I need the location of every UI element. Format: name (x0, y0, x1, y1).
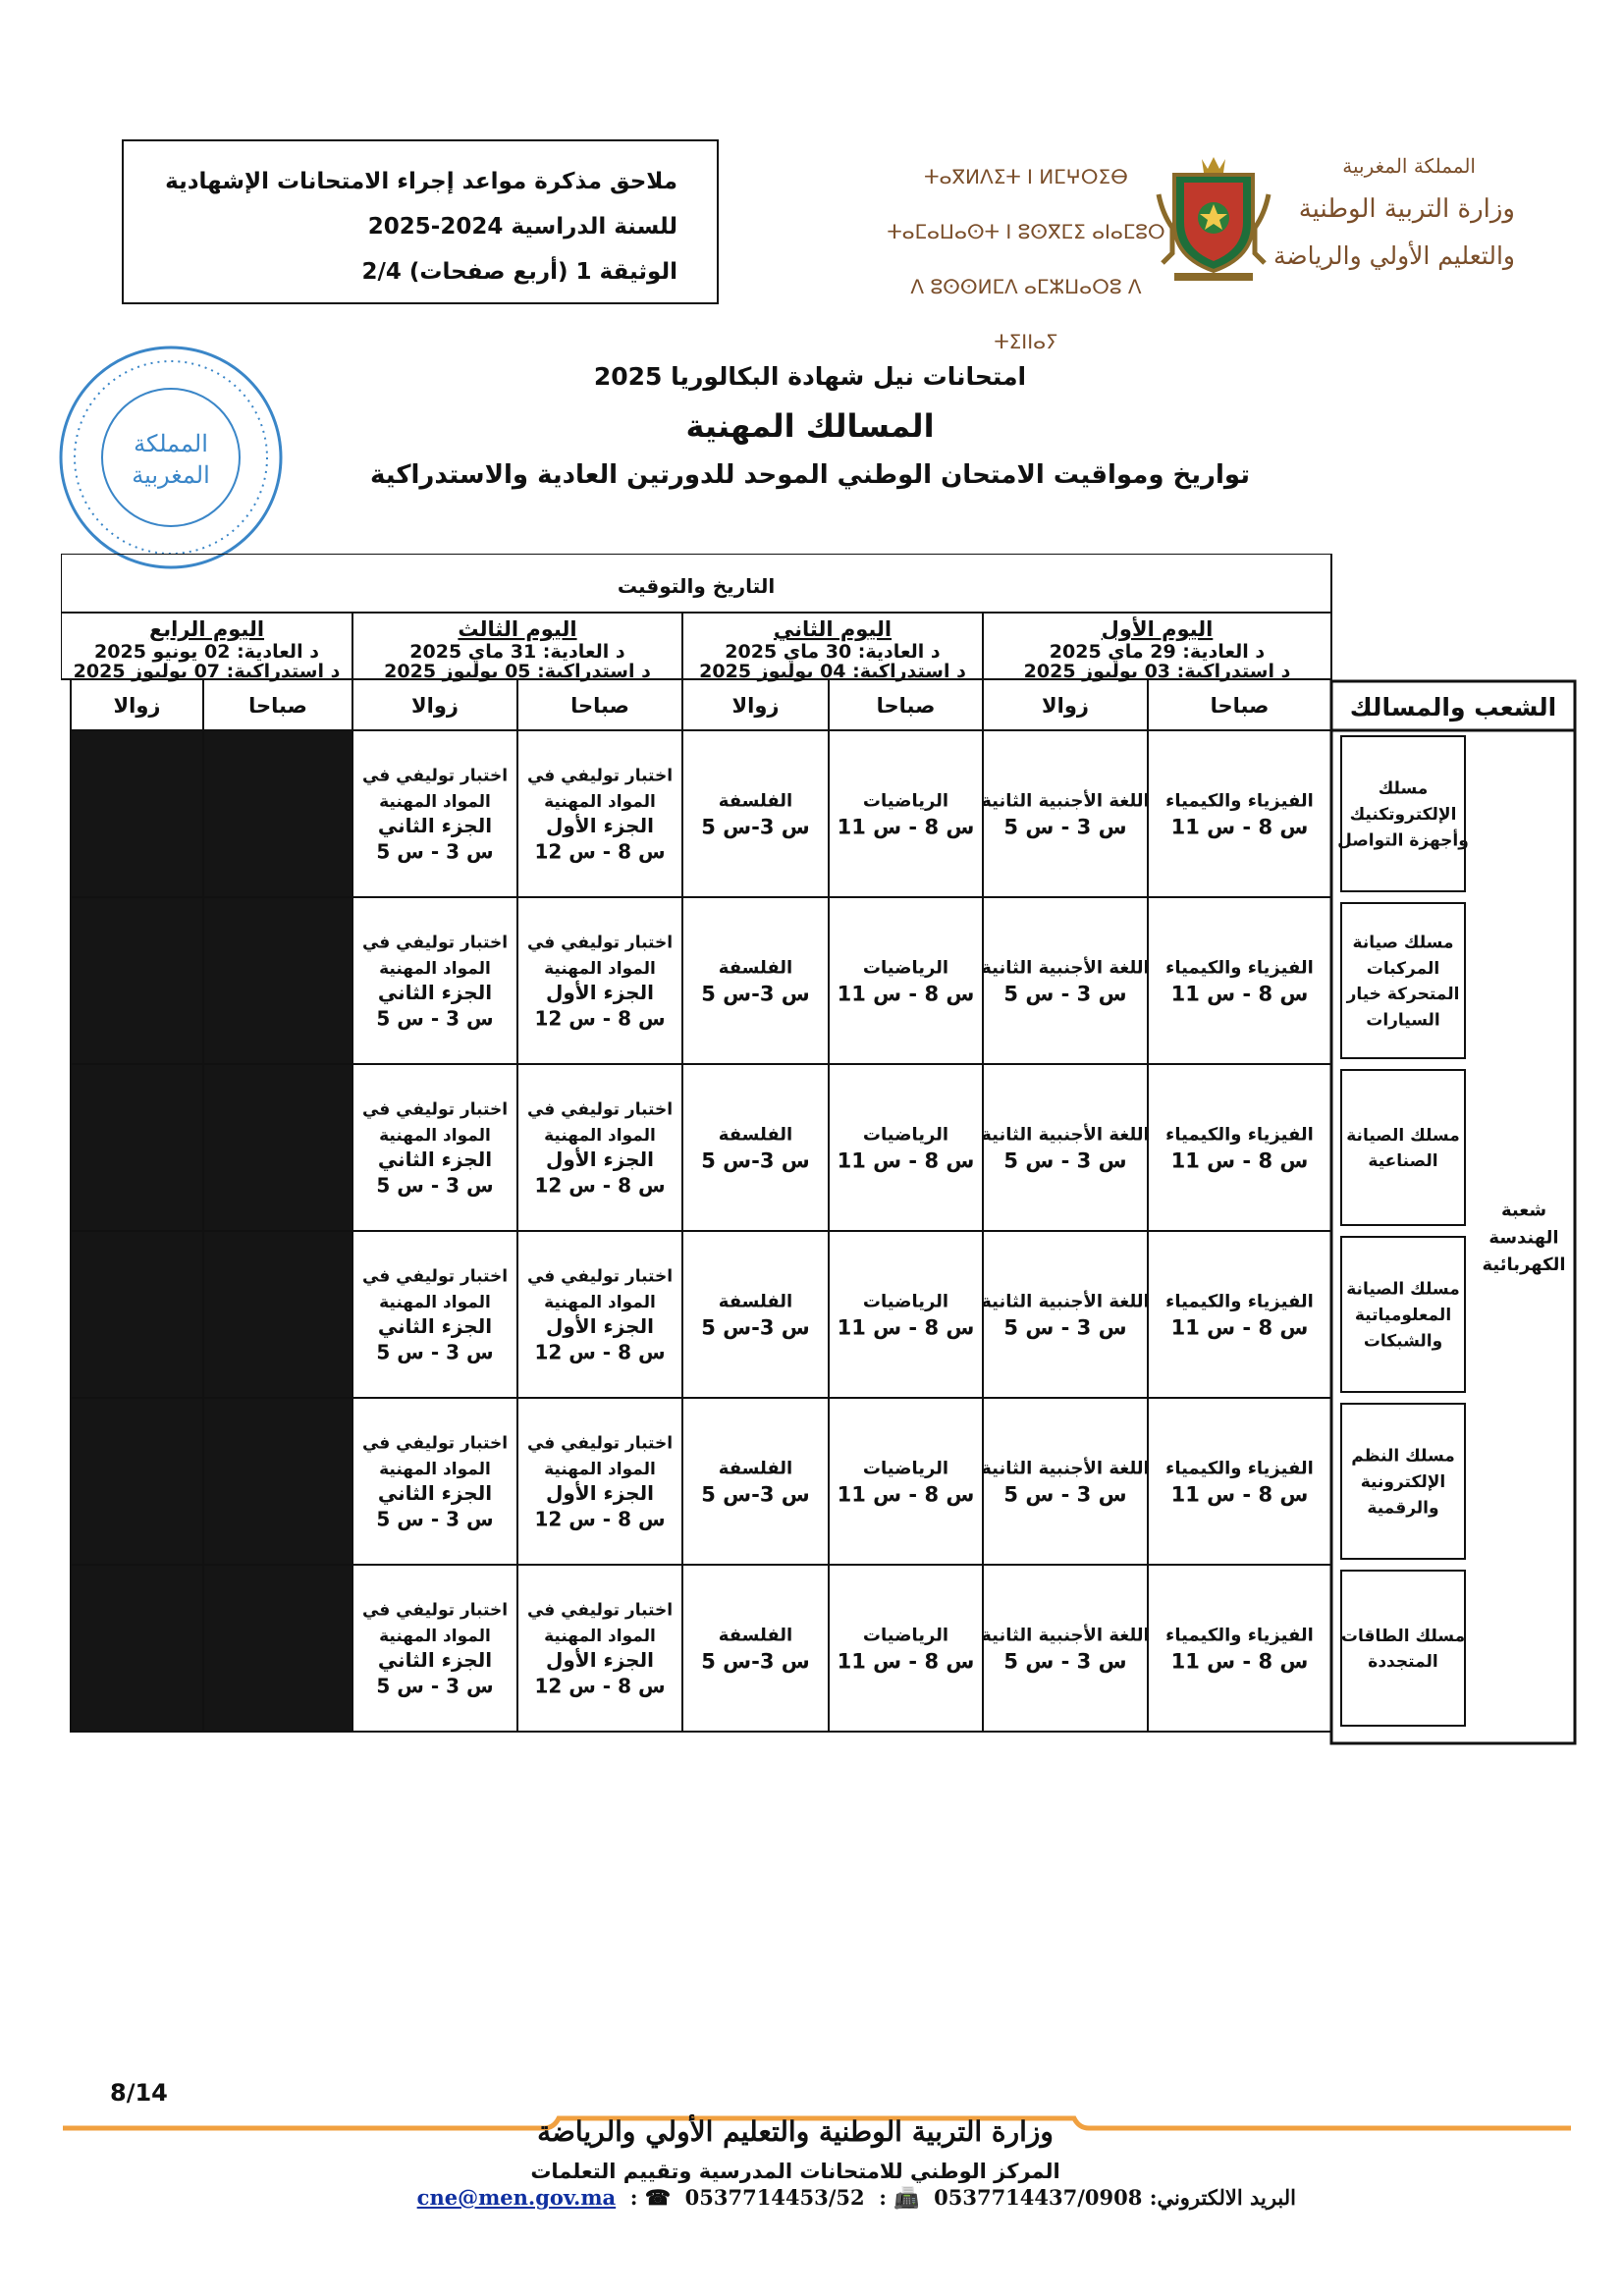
d2m-cell-3 (829, 1064, 983, 1231)
page-number: 8/14 (110, 2079, 168, 2107)
d2m-cell-5 (829, 1398, 983, 1565)
day3-afternoon-4-line-4: س 3 - س 5 (376, 1340, 494, 1364)
d1a-1-line-1: اللغة الأجنبية الثانية (981, 790, 1150, 812)
d2a-cell-5 (682, 1398, 829, 1565)
ministry-label-2: والتعليم الأولي والرياضة (1273, 241, 1515, 270)
track-6-line-1: مسلك الطاقات (1340, 1626, 1466, 1646)
day3-afternoon-5-line-3: الجزء الثاني (377, 1481, 493, 1506)
d2a-cell-6 (682, 1565, 829, 1732)
d1a-cell-3 (983, 1064, 1148, 1231)
session-label-3: زوالا (411, 694, 459, 718)
day-regular-3: د العادية: 31 ماي 2025 (409, 641, 625, 663)
track-2-line-2: المركبات (1366, 958, 1440, 979)
day3-afternoon-5-line-4: س 3 - س 5 (376, 1507, 494, 1531)
footer-contact: البريد الالكتروني: cne@men.gov.ma : ☎ 0537714453/52 : 📠 0537714437/0908 (416, 2185, 1296, 2210)
track-1-line-1: مسلك (1378, 778, 1429, 799)
d2m-2-line-2: س 8 - س 11 (837, 982, 975, 1006)
day3-morning-3-line-4: س 8 - س 12 (534, 1173, 666, 1198)
day3-morning-3-line-1: اختبار توليفي في (526, 1099, 674, 1120)
d2a-5-line-2: س 3-س 5 (701, 1482, 810, 1507)
day4-afternoon-cell-4 (71, 1231, 203, 1398)
d1m-cell-1 (1148, 730, 1331, 897)
track-1-line-3: وأجهزة التواصل (1337, 830, 1469, 851)
tifinagh-block (884, 149, 1168, 369)
day3-afternoon-4-line-1: اختبار توليفي في (361, 1266, 509, 1287)
day3-afternoon-1-line-3: الجزء الثاني (377, 814, 493, 838)
official-stamp (55, 342, 287, 573)
d1a-6-line-2: س 3 - س 5 (1003, 1649, 1127, 1674)
annex-title: ملاحق مذكرة مواعد إجراء الامتحانات الإشهادية (165, 169, 677, 194)
d2a-1-line-2: س 3-س 5 (701, 815, 810, 839)
d1a-4-line-1: اللغة الأجنبية الثانية (981, 1291, 1150, 1312)
phone-number: 0537714453/52 (684, 2185, 865, 2210)
track-4-line-1: مسلك الصيانة (1346, 1279, 1460, 1300)
track-5-line-1: مسلك النظم (1351, 1446, 1455, 1467)
day3-afternoon-2-line-1: اختبار توليفي في (361, 933, 509, 953)
day3-afternoon-6-line-4: س 3 - س 5 (376, 1674, 494, 1698)
day3-morning-4-line-2: المواد المهنية (544, 1292, 656, 1312)
session-label-8: صباحا (1210, 694, 1270, 718)
day3-morning-6-line-2: المواد المهنية (544, 1626, 656, 1646)
day3-morning-5-line-3: الجزء الأول (546, 1481, 654, 1506)
day3-morning-4-line-3: الجزء الأول (546, 1314, 654, 1339)
d1m-4-line-2: س 8 - س 11 (1170, 1315, 1309, 1340)
session-label-5: زوالا (731, 694, 780, 718)
d2m-cell-1 (829, 730, 983, 897)
d1m-cell-6 (1148, 1565, 1331, 1732)
day3-morning-1-line-1: اختبار توليفي في (526, 766, 674, 786)
day3-afternoon-1-line-1: اختبار توليفي في (361, 766, 509, 786)
d2a-3-line-2: س 3-س 5 (701, 1148, 810, 1173)
d1m-5-line-2: س 8 - س 11 (1170, 1482, 1309, 1507)
d1m-cell-5 (1148, 1398, 1331, 1565)
d1a-2-line-1: اللغة الأجنبية الثانية (981, 957, 1150, 979)
exam-title: امتحانات نيل شهادة البكالوريا 2025 (593, 362, 1027, 391)
day-makeup-4: د استدراكية: 07 يوليوز 2025 (73, 661, 341, 682)
day4-morning-cell-6 (203, 1565, 352, 1732)
d1a-cell-4 (983, 1231, 1148, 1398)
d1m-cell-4 (1148, 1231, 1331, 1398)
track-cell-2 (1341, 903, 1465, 1058)
d1m-5-line-1: الفيزياء والكيمياء (1165, 1458, 1314, 1479)
day3-morning-3-line-2: المواد المهنية (544, 1125, 656, 1146)
track-6-line-2: المتجددة (1368, 1652, 1438, 1673)
d1m-3-line-1: الفيزياء والكيمياء (1165, 1124, 1314, 1146)
fax-icon: 📠 (893, 2185, 920, 2210)
track-3-line-1: مسلك الصيانة (1346, 1125, 1460, 1146)
day4-afternoon-cell-1 (71, 730, 203, 897)
branches-header-label: الشعب والمسالك (1349, 693, 1557, 721)
track-2-line-1: مسلك صيانة (1352, 933, 1454, 953)
email-label: البريد الالكتروني: (1149, 2185, 1296, 2210)
day3-afternoon-2-line-2: المواد المهنية (379, 958, 491, 979)
d1m-cell-3 (1148, 1064, 1331, 1231)
d2m-3-line-1: الرياضيات (862, 1124, 949, 1146)
d2a-6-line-2: س 3-س 5 (701, 1649, 810, 1674)
session-label-7: زوالا (1042, 694, 1089, 718)
day3-morning-5-line-4: س 8 - س 12 (534, 1507, 666, 1531)
day-regular-2: د العادية: 30 ماي 2025 (725, 641, 941, 663)
day4-morning-cell-3 (203, 1064, 352, 1231)
schedule-subtitle: تواريخ ومواقيت الامتحان الوطني الموحد للدورتين العادية والاستدراكية (370, 460, 1250, 490)
day3-afternoon-4-line-2: المواد المهنية (379, 1292, 491, 1312)
d2m-cell-2 (829, 897, 983, 1064)
track-cell-6 (1341, 1571, 1465, 1726)
day3-afternoon-3-line-3: الجزء الثاني (377, 1148, 493, 1172)
day-name-2: اليوم الثاني (773, 617, 893, 641)
track-4-line-3: والشبكات (1363, 1331, 1443, 1352)
ministry-header (1220, 147, 1515, 279)
d2a-4-line-2: س 3-س 5 (701, 1315, 810, 1340)
d1m-6-line-2: س 8 - س 11 (1170, 1649, 1309, 1674)
d1a-5-line-2: س 3 - س 5 (1003, 1482, 1127, 1507)
track-cell-3 (1341, 1070, 1465, 1225)
d1m-3-line-2: س 8 - س 11 (1170, 1148, 1309, 1173)
day3-afternoon-5-line-2: المواد المهنية (379, 1459, 491, 1479)
day3-morning-1-line-4: س 8 - س 12 (534, 839, 666, 864)
d2m-4-line-1: الرياضيات (862, 1291, 949, 1312)
d1a-2-line-2: س 3 - س 5 (1003, 982, 1127, 1006)
track-2-line-3: المتحركة خيار (1346, 985, 1460, 1005)
tifinagh-line-1: ⵜⴰⴳⵍⴷⵉⵜ ⵏ ⵍⵎⵖⵔⵉⴱ (924, 165, 1128, 188)
d1a-cell-2 (983, 897, 1148, 1064)
tracks-title: المسالك المهنية (685, 407, 935, 445)
d2m-5-line-1: الرياضيات (862, 1458, 949, 1479)
day3-afternoon-1-line-4: س 3 - س 5 (376, 839, 494, 864)
track-5-line-2: الإلكترونية (1360, 1471, 1446, 1492)
stamp-line-2: المغربية (132, 461, 210, 489)
session-label-2: صباحا (248, 694, 307, 718)
d1m-4-line-1: الفيزياء والكيمياء (1165, 1291, 1314, 1312)
page-titles (295, 353, 1325, 499)
ministry-label: وزارة التربية الوطنية (1298, 194, 1515, 224)
day-regular-1: د العادية: 29 ماي 2025 (1049, 641, 1266, 663)
day4-afternoon-cell-3 (71, 1064, 203, 1231)
fax-number: 0537714437/0908 (934, 2185, 1143, 2210)
tifinagh-line-2: ⵜⴰⵎⴰⵡⴰⵙⵜ ⵏ ⵓⵙⴳⵎⵉ ⴰⵏⴰⵎⵓⵔ (887, 220, 1165, 243)
day3-morning-2-line-1: اختبار توليفي في (526, 933, 674, 953)
session-label-4: صباحا (570, 694, 629, 718)
track-5-line-3: والرقمية (1367, 1498, 1439, 1519)
branch-group-line-2: الهندسة (1488, 1227, 1559, 1249)
session-label-1: زوالا (113, 694, 161, 718)
d2a-cell-3 (682, 1064, 829, 1231)
d2m-3-line-2: س 8 - س 11 (837, 1148, 975, 1173)
day3-afternoon-3-line-1: اختبار توليفي في (361, 1099, 509, 1120)
track-3-line-2: الصناعية (1368, 1151, 1438, 1172)
day4-morning-cell-4 (203, 1231, 352, 1398)
d2a-6-line-1: الفلسفة (718, 1625, 793, 1646)
day3-afternoon-3-line-4: س 3 - س 5 (376, 1173, 494, 1198)
day-makeup-3: د استدراكية: 05 يوليوز 2025 (384, 661, 651, 682)
day4-afternoon-cell-6 (71, 1565, 203, 1732)
d1a-3-line-2: س 3 - س 5 (1003, 1148, 1127, 1173)
day-name-4: اليوم الرابع (148, 617, 265, 641)
d2a-2-line-2: س 3-س 5 (701, 982, 810, 1006)
email-link[interactable]: cne@men.gov.ma (416, 2185, 617, 2210)
day3-afternoon-2-line-3: الجزء الثاني (377, 981, 493, 1005)
day3-morning-6-line-1: اختبار توليفي في (526, 1600, 674, 1621)
day3-morning-2-line-2: المواد المهنية (544, 958, 656, 979)
day-regular-4: د العادية: 02 يونيو 2025 (94, 641, 319, 663)
kingdom-label: المملكة المغربية (1342, 154, 1476, 178)
d1m-2-line-1: الفيزياء والكيمياء (1165, 957, 1314, 979)
day3-morning-6-line-3: الجزء الأول (546, 1648, 654, 1673)
day3-morning-3-line-3: الجزء الأول (546, 1148, 654, 1172)
d1a-1-line-2: س 3 - س 5 (1003, 815, 1127, 839)
day3-morning-5-line-1: اختبار توليفي في (526, 1433, 674, 1454)
annex-document: الوثيقة 1 (أربع صفحات) 2/4 (361, 259, 677, 285)
day-name-3: اليوم الثالث (458, 617, 577, 641)
d2a-cell-1 (682, 730, 829, 897)
annex-year: للسنة الدراسية 2024-2025 (367, 214, 677, 240)
annex-box (122, 139, 719, 304)
d2a-4-line-1: الفلسفة (718, 1291, 793, 1312)
d2a-cell-2 (682, 897, 829, 1064)
d1a-5-line-1: اللغة الأجنبية الثانية (981, 1458, 1150, 1479)
d2m-6-line-2: س 8 - س 11 (837, 1649, 975, 1674)
d1m-2-line-2: س 8 - س 11 (1170, 982, 1309, 1006)
d1m-1-line-2: س 8 - س 11 (1170, 815, 1309, 839)
day-makeup-1: د استدراكية: 03 يوليوز 2025 (1023, 661, 1291, 682)
track-2-line-4: السيارات (1366, 1010, 1440, 1031)
d2m-cell-6 (829, 1565, 983, 1732)
day3-afternoon-6-line-3: الجزء الثاني (377, 1648, 493, 1673)
d2m-1-line-1: الرياضيات (862, 790, 949, 812)
d1m-cell-2 (1148, 897, 1331, 1064)
d2a-3-line-1: الفلسفة (718, 1124, 793, 1146)
schedule-table (61, 554, 1585, 1859)
stamp-line-1: المملكة (134, 430, 208, 457)
d1a-6-line-1: اللغة الأجنبية الثانية (981, 1625, 1150, 1646)
d2m-5-line-2: س 8 - س 11 (837, 1482, 975, 1507)
phone-icon: ☎ (644, 2185, 672, 2210)
day3-afternoon-4-line-3: الجزء الثاني (377, 1314, 493, 1339)
d1a-3-line-1: اللغة الأجنبية الثانية (981, 1124, 1150, 1146)
footer-ministry: وزارة التربية الوطنية والتعليم الأولي والرياضة (537, 2115, 1054, 2148)
d1a-cell-5 (983, 1398, 1148, 1565)
track-4-line-2: المعلومياتية (1354, 1305, 1452, 1325)
d2a-5-line-1: الفلسفة (718, 1458, 793, 1479)
day3-morning-6-line-4: س 8 - س 12 (534, 1674, 666, 1698)
track-1-line-2: الإلكتروتكنيك (1349, 804, 1457, 825)
footer (295, 2110, 1296, 2189)
day3-morning-2-line-3: الجزء الأول (546, 981, 654, 1005)
d1a-cell-1 (983, 730, 1148, 897)
d1a-4-line-2: س 3 - س 5 (1003, 1315, 1127, 1340)
branch-group-line-3: الكهربائية (1482, 1255, 1566, 1276)
day4-afternoon-cell-2 (71, 897, 203, 1064)
d2m-cell-4 (829, 1231, 983, 1398)
day3-morning-1-line-3: الجزء الأول (546, 814, 654, 838)
day3-afternoon-6-line-2: المواد المهنية (379, 1626, 491, 1646)
day4-morning-cell-1 (203, 730, 352, 897)
day3-morning-1-line-2: المواد المهنية (544, 791, 656, 812)
day3-afternoon-2-line-4: س 3 - س 5 (376, 1006, 494, 1031)
day4-afternoon-cell-5 (71, 1398, 203, 1565)
day-name-1: اليوم الأول (1101, 617, 1214, 641)
d2m-1-line-2: س 8 - س 11 (837, 815, 975, 839)
datetime-header-label: التاريخ والتوقيت (617, 574, 776, 598)
d2a-2-line-1: الفلسفة (718, 957, 793, 979)
d2a-1-line-1: الفلسفة (718, 790, 793, 812)
d1m-6-line-1: الفيزياء والكيمياء (1165, 1625, 1314, 1646)
d1m-1-line-1: الفيزياء والكيمياء (1165, 790, 1314, 812)
day3-morning-4-line-4: س 8 - س 12 (534, 1340, 666, 1364)
d2a-cell-4 (682, 1231, 829, 1398)
day3-afternoon-3-line-2: المواد المهنية (379, 1125, 491, 1146)
day3-afternoon-6-line-1: اختبار توليفي في (361, 1600, 509, 1621)
day4-morning-cell-2 (203, 897, 352, 1064)
footer-center: المركز الوطني للامتحانات المدرسية وتقييم التعلمات (530, 2160, 1060, 2183)
d1a-cell-6 (983, 1565, 1148, 1732)
tifinagh-line-3: ⴷ ⵓⵙⵙⵍⵎⴷ ⴰⵎⵣⵡⴰⵔⵓ ⴷ ⵜⵉⵏⵏⴰⵢ (910, 275, 1142, 353)
day3-morning-2-line-4: س 8 - س 12 (534, 1006, 666, 1031)
day3-morning-5-line-2: المواد المهنية (544, 1459, 656, 1479)
day3-afternoon-1-line-2: المواد المهنية (379, 791, 491, 812)
d2m-2-line-1: الرياضيات (862, 957, 949, 979)
session-label-6: صباحا (876, 694, 936, 718)
d2m-6-line-1: الرياضيات (862, 1625, 949, 1646)
day3-morning-4-line-1: اختبار توليفي في (526, 1266, 674, 1287)
day-makeup-2: د استدراكية: 04 يوليوز 2025 (699, 661, 966, 682)
day4-morning-cell-5 (203, 1398, 352, 1565)
d2m-4-line-2: س 8 - س 11 (837, 1315, 975, 1340)
day3-afternoon-5-line-1: اختبار توليفي في (361, 1433, 509, 1454)
branch-group-line-1: شعبة (1500, 1200, 1547, 1221)
